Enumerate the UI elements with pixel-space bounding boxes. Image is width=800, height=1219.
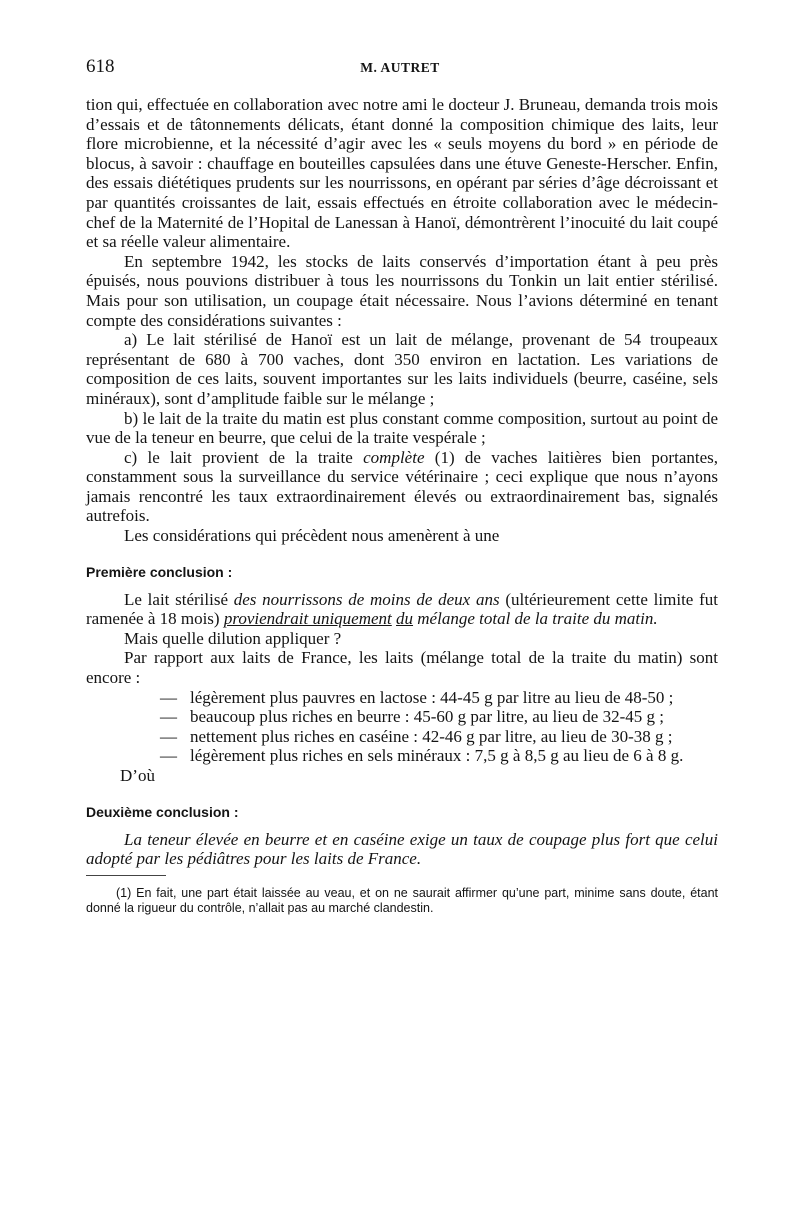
first-conclusion-underlined: proviendrait uniquement — [223, 609, 392, 629]
second-conclusion-text: La teneur élevée en beurre et en caséine exige un taux de coupage plus fort que celui adopté par les pédiâtres pour les laits de France. — [86, 829, 718, 869]
list-item — [86, 727, 718, 747]
consideration-c-end: (1) de vaches laitières bien portantes, constamment sous la surveillance du service vétérinaire ; ceci explique que nous n’ayons jamais rencontré les taux extraordinairement élevés ou extraordinairement bas, signalés autrefois. — [86, 447, 718, 526]
page-header — [86, 56, 714, 80]
first-conclusion-age: des nourrissons de moins de deux ans — [233, 589, 500, 609]
paragraph-considerations: Les considérations qui précèdent nous amenèrent à une — [124, 526, 500, 546]
dilution-question: Mais quelle dilution appliquer ? — [124, 628, 342, 648]
first-conclusion-note: (ultérieurement cette limite fut ramenée à 18 mois) — [86, 589, 718, 629]
first-conclusion-end: mélange total de la traite du matin. — [417, 609, 658, 629]
consideration-a: a) Le lait stérilisé de Hanoï est un lait de mélange, provenant de 54 troupeaux représentant de 680 à 700 vaches, dont 350 environ en lactation. Les variations de composition de ces laits, souvent importantes sur les laits individuels (beurre, caséine, sels minéraux), sont d’amplitude faible sur le mélange ; — [86, 330, 718, 408]
first-conclusion-heading: Première conclusion : — [86, 563, 233, 580]
second-conclusion-heading: Deuxième conclusion : — [86, 803, 239, 820]
consideration-c-emphasis: complète — [363, 447, 425, 467]
article-body — [86, 95, 718, 917]
comparison-list — [86, 688, 718, 766]
running-head: M. AUTRET — [360, 60, 440, 75]
dou-line: D’où — [120, 766, 155, 785]
first-conclusion-text — [86, 590, 718, 629]
consideration-c — [86, 448, 718, 526]
footnote-rule — [86, 875, 166, 876]
page-number: 618 — [86, 56, 115, 77]
list-item-text: beaucoup plus riches en beurre : 45-60 g par litre, au lieu de 32-45 g ; — [190, 707, 664, 727]
footnote: (1) En fait, une part était laissée au veau, et on ne saurait affirmer qu’une part, minime sans doute, étant donné la rigueur du contrôle, n’allait pas au marché clandestin. — [86, 885, 718, 916]
list-item-text: légèrement plus pauvres en lactose : 44-45 g par litre au lieu de 48-50 ; — [190, 687, 674, 707]
comparison-intro: Par rapport aux laits de France, les laits (mélange total de la traite du matin) sont encore : — [86, 648, 718, 688]
list-item — [86, 707, 718, 727]
consideration-b: b) le lait de la traite du matin est plus constant comme composition, surtout au point de vue de la teneur en beurre, que celui de la traite vespérale ; — [86, 408, 718, 448]
dash-marker: — — [160, 726, 177, 746]
list-item-text: légèrement plus riches en sels minéraux : 7,5 g à 8,5 g au lieu de 6 à 8 g. — [190, 746, 684, 766]
first-conclusion-start: Le lait stérilisé — [124, 589, 234, 609]
consideration-c-start: c) le lait provient de la traite — [124, 447, 364, 467]
paragraph-september-1942: En septembre 1942, les stocks de laits conservés d’importation étant à peu près épuisés, nous pouvions distribuer à tous les nourrissons du Tonkin un lait entier stérilisé. Mais pour son utilisation, un coupage était nécessaire. Nous l’avions déterminé en tenant compte des considérations suivantes : — [86, 251, 718, 330]
list-item — [86, 688, 718, 708]
dash-marker: — — [160, 746, 177, 766]
list-item-text: nettement plus riches en caséine : 42-46 g par litre, au lieu de 30-38 g ; — [190, 726, 673, 746]
first-conclusion-underlined-du: du — [396, 609, 414, 629]
dash-marker: — — [160, 687, 177, 707]
list-item — [86, 746, 718, 766]
dash-marker: — — [160, 707, 177, 727]
paragraph-continuation: tion qui, effectuée en collaboration avec notre ami le docteur J. Bruneau, demanda trois mois d’essais et de tâtonnements délicats, étant donné la composition chimique des laits, leur flore microbienne, et la nécessité d’agir avec les « seuls moyens du bord » en période de blocus, à savoir : chauffage en bouteilles capsulées dans une étuve Geneste-Herscher. Enfin, des essais diététiques prudents sur les nourrissons, en opérant par séries d’âge décroissant et par quantités croissantes de lait, essais effectués en étroite collaboration avec le médecin-chef de la Maternité de l’Hopital de Lanessan à Hanoï, démontrèrent l’inocuité du lait coupé et sa réelle valeur alimentaire. — [86, 95, 718, 252]
